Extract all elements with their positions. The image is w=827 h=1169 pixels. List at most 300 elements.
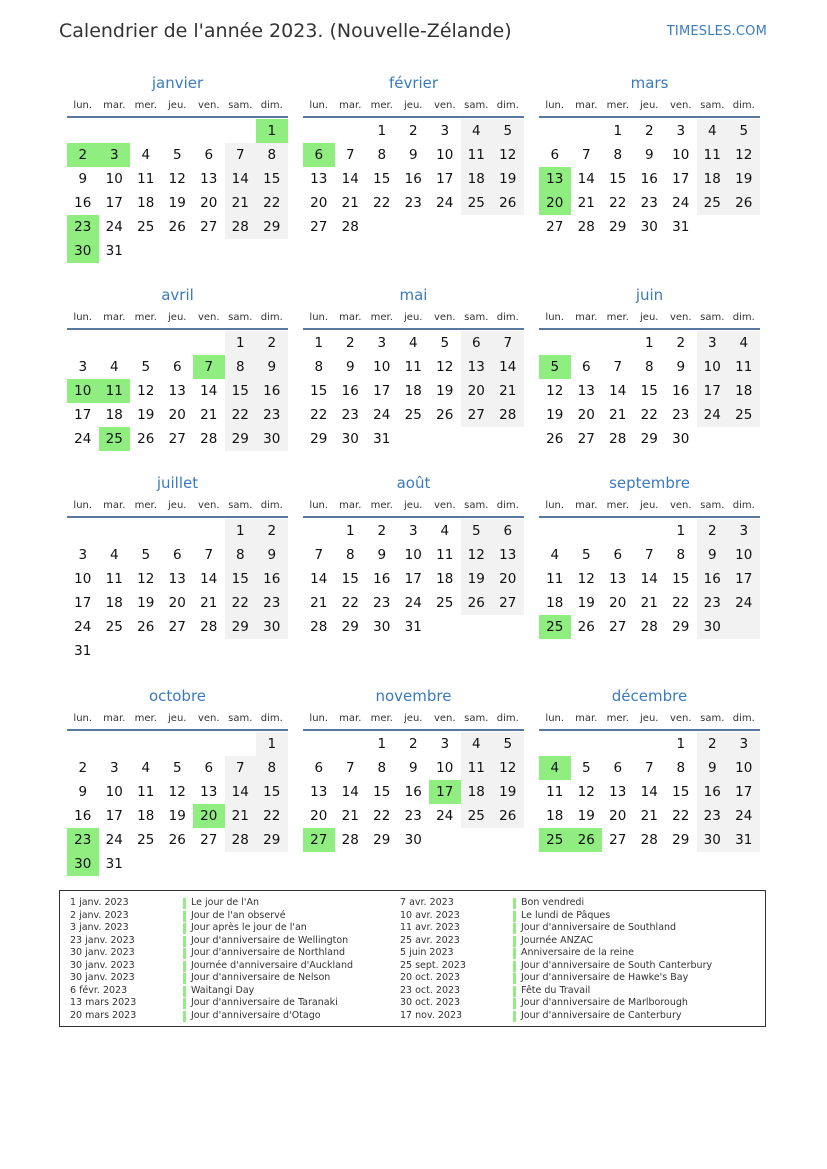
weekday-label: sam. xyxy=(700,712,725,724)
holiday-color-marker xyxy=(513,936,516,947)
legend-item xyxy=(400,910,712,923)
day-cell: 3 xyxy=(440,736,450,752)
holiday-name: Jour d'anniversaire de Taranaki xyxy=(191,997,338,1008)
day-cell: 17 xyxy=(672,171,690,187)
day-cell: 7 xyxy=(204,547,214,563)
weekday-header xyxy=(67,94,288,118)
weekday-label: ven. xyxy=(669,311,692,323)
weekday-label: mar. xyxy=(339,712,362,724)
day-cell: 9 xyxy=(256,543,288,567)
day-cell: 10 xyxy=(436,760,454,776)
day-cell: 9 xyxy=(377,547,387,563)
empty-cell xyxy=(398,215,430,239)
day-cell: 2 xyxy=(644,123,654,139)
day-cell: 29 xyxy=(341,619,359,635)
day-cell: 7 xyxy=(345,147,355,163)
day-cell: 9 xyxy=(644,147,654,163)
weekday-header xyxy=(539,494,760,518)
empty-cell xyxy=(335,119,367,143)
day-cell: 7 xyxy=(644,547,654,563)
holiday-color-marker xyxy=(183,1011,186,1022)
day-cell: 29 xyxy=(640,431,658,447)
day-cell: 28 xyxy=(310,619,328,635)
day-cell: 10 xyxy=(728,756,760,780)
holiday-date: 25 avr. 2023 xyxy=(400,934,460,946)
weekday-label: dim. xyxy=(260,311,283,323)
day-grid xyxy=(67,331,288,451)
empty-cell xyxy=(225,639,257,663)
weekday-label: mer. xyxy=(134,99,157,111)
weekday-label: dim. xyxy=(496,99,519,111)
day-cell: 12 xyxy=(137,571,155,587)
day-cell: 14 xyxy=(341,784,359,800)
empty-cell xyxy=(130,639,162,663)
month-name: décembre xyxy=(611,687,688,705)
weekday-label: ven. xyxy=(197,99,220,111)
day-cell: 7 xyxy=(225,143,257,167)
day-cell: 28 xyxy=(640,619,658,635)
weekday-label: mer. xyxy=(606,99,629,111)
day-cell: 16 xyxy=(404,171,422,187)
day-cell: 27 xyxy=(310,219,328,235)
day-cell: 11 xyxy=(436,547,454,563)
day-cell: 20 xyxy=(609,808,627,824)
day-cell: 22 xyxy=(256,804,288,828)
weekday-header xyxy=(539,306,760,330)
weekday-label: mar. xyxy=(103,712,126,724)
weekday-label: sam. xyxy=(700,499,725,511)
day-cell: 26 xyxy=(137,431,155,447)
empty-cell xyxy=(539,331,571,355)
empty-cell xyxy=(602,732,634,756)
day-cell: 29 xyxy=(256,828,288,852)
weekday-label: ven. xyxy=(433,712,456,724)
legend-item xyxy=(70,972,353,985)
holiday-color-marker xyxy=(513,986,516,997)
day-cell: 4 xyxy=(109,359,119,375)
weekday-label: mer. xyxy=(606,311,629,323)
empty-cell xyxy=(539,519,571,543)
day-cell: 30 xyxy=(640,219,658,235)
day-cell: 17 xyxy=(105,808,123,824)
day-cell: 20 xyxy=(310,808,328,824)
day-cell: 7 xyxy=(345,760,355,776)
day-cell: 28 xyxy=(640,832,658,848)
empty-cell xyxy=(162,119,194,143)
month-11 xyxy=(539,685,760,852)
weekday-label: dim. xyxy=(732,311,755,323)
holiday-date: 20 mars 2023 xyxy=(70,1009,137,1021)
legend-item xyxy=(70,1010,353,1023)
day-cell: 3 xyxy=(109,760,119,776)
month-name: janvier xyxy=(151,74,204,92)
empty-cell xyxy=(398,427,430,451)
day-cell: 25 xyxy=(137,832,155,848)
empty-cell xyxy=(256,852,288,876)
weekday-label: jeu. xyxy=(404,99,423,111)
day-cell: 31 xyxy=(105,243,123,259)
empty-cell xyxy=(225,239,257,263)
day-cell: 27 xyxy=(200,219,218,235)
day-cell: 20 xyxy=(609,595,627,611)
holiday-date: 30 oct. 2023 xyxy=(400,997,461,1008)
weekday-label: lun. xyxy=(309,99,329,111)
day-cell: 4 xyxy=(697,119,729,143)
weekday-label: mer. xyxy=(134,712,157,724)
weekday-header xyxy=(67,306,288,330)
holiday-color-marker xyxy=(183,961,186,972)
holiday-name: Fête du Travail xyxy=(521,984,591,996)
empty-cell xyxy=(67,732,99,756)
day-cell: 5 xyxy=(581,547,591,563)
holiday-date: 23 oct. 2023 xyxy=(400,984,461,996)
holiday-day-cell: 11 xyxy=(99,379,131,403)
day-cell: 13 xyxy=(461,355,493,379)
day-cell: 23 xyxy=(341,407,359,423)
day-cell: 9 xyxy=(408,760,418,776)
weekday-label: lun. xyxy=(545,99,565,111)
empty-cell xyxy=(130,119,162,143)
weekday-label: jeu. xyxy=(404,499,423,511)
holiday-name: Le lundi de Pâques xyxy=(521,909,611,921)
day-cell: 19 xyxy=(728,167,760,191)
holiday-color-marker xyxy=(513,1011,516,1022)
month-5 xyxy=(539,284,760,451)
day-cell: 15 xyxy=(672,784,690,800)
day-cell: 21 xyxy=(492,379,524,403)
day-grid xyxy=(539,519,760,639)
day-grid xyxy=(303,331,524,451)
day-cell: 31 xyxy=(728,828,760,852)
legend-item xyxy=(70,947,353,960)
day-cell: 30 xyxy=(404,832,422,848)
day-cell: 22 xyxy=(373,808,391,824)
day-cell: 18 xyxy=(461,167,493,191)
day-cell: 13 xyxy=(200,784,218,800)
weekday-label: mar. xyxy=(339,99,362,111)
day-cell: 8 xyxy=(345,547,355,563)
day-cell: 8 xyxy=(377,760,387,776)
day-cell: 18 xyxy=(728,379,760,403)
day-cell: 29 xyxy=(225,615,257,639)
day-cell: 15 xyxy=(640,383,658,399)
holiday-name: Jour d'anniversaire d'Otago xyxy=(191,1009,321,1021)
empty-cell xyxy=(193,239,225,263)
day-cell: 21 xyxy=(577,195,595,211)
day-cell: 27 xyxy=(577,431,595,447)
holiday-color-marker xyxy=(513,948,516,959)
day-cell: 26 xyxy=(168,832,186,848)
day-cell: 14 xyxy=(200,571,218,587)
day-cell: 28 xyxy=(200,619,218,635)
weekday-label: mar. xyxy=(575,99,598,111)
day-cell: 1 xyxy=(644,335,654,351)
day-cell: 7 xyxy=(225,756,257,780)
day-cell: 22 xyxy=(225,591,257,615)
month-3 xyxy=(67,284,288,451)
holiday-name: Jour d'anniversaire de Hawke's Bay xyxy=(521,972,689,983)
day-cell: 31 xyxy=(373,431,391,447)
day-cell: 21 xyxy=(609,407,627,423)
month-name: mars xyxy=(630,74,669,92)
day-cell: 3 xyxy=(728,732,760,756)
day-cell: 18 xyxy=(404,383,422,399)
empty-cell xyxy=(429,828,461,852)
day-cell: 13 xyxy=(310,171,328,187)
day-cell: 16 xyxy=(373,571,391,587)
day-cell: 17 xyxy=(105,195,123,211)
empty-cell xyxy=(429,427,461,451)
day-cell: 21 xyxy=(200,595,218,611)
weekday-label: lun. xyxy=(545,311,565,323)
day-cell: 20 xyxy=(461,379,493,403)
day-cell: 1 xyxy=(314,335,324,351)
legend-item xyxy=(70,960,353,973)
day-cell: 8 xyxy=(225,355,257,379)
empty-cell xyxy=(728,615,760,639)
day-cell: 26 xyxy=(728,191,760,215)
weekday-label: jeu. xyxy=(168,311,187,323)
day-cell: 24 xyxy=(697,403,729,427)
day-cell: 11 xyxy=(404,359,422,375)
day-cell: 1 xyxy=(377,736,387,752)
day-cell: 24 xyxy=(404,595,422,611)
day-cell: 17 xyxy=(373,383,391,399)
weekday-label: dim. xyxy=(732,712,755,724)
day-cell: 6 xyxy=(613,547,623,563)
day-cell: 31 xyxy=(74,643,92,659)
day-cell: 30 xyxy=(697,828,729,852)
holiday-day-cell: 7 xyxy=(193,355,225,379)
holiday-name: Jour d'anniversaire de South Canterbury xyxy=(521,959,713,971)
holiday-color-marker xyxy=(513,973,516,984)
weekday-label: ven. xyxy=(433,499,456,511)
weekday-label: lun. xyxy=(73,99,93,111)
day-cell: 17 xyxy=(697,379,729,403)
holiday-name: Jour d'anniversaire de Marlborough xyxy=(521,997,688,1008)
day-cell: 10 xyxy=(105,784,123,800)
day-cell: 23 xyxy=(697,591,729,615)
day-cell: 3 xyxy=(697,331,729,355)
holiday-color-marker xyxy=(183,911,186,922)
day-cell: 15 xyxy=(341,571,359,587)
legend-item xyxy=(70,922,353,935)
brand-link[interactable]: TIMESLES.COM xyxy=(666,24,767,39)
day-cell: 27 xyxy=(168,619,186,635)
day-cell: 15 xyxy=(256,780,288,804)
empty-cell xyxy=(461,427,493,451)
holiday-name: Jour d'anniversaire de Northland xyxy=(191,947,346,958)
day-cell: 8 xyxy=(676,547,686,563)
empty-cell xyxy=(571,119,603,143)
month-name: mai xyxy=(399,286,428,304)
weekday-label: sam. xyxy=(228,311,253,323)
day-cell: 30 xyxy=(672,431,690,447)
holiday-date: 17 nov. 2023 xyxy=(400,1009,463,1021)
day-cell: 10 xyxy=(74,571,92,587)
day-grid xyxy=(539,119,760,239)
weekday-label: ven. xyxy=(433,99,456,111)
weekday-label: ven. xyxy=(669,99,692,111)
weekday-label: jeu. xyxy=(640,499,659,511)
legend-item xyxy=(70,935,353,948)
day-cell: 3 xyxy=(408,523,418,539)
day-cell: 25 xyxy=(461,191,493,215)
day-cell: 28 xyxy=(577,219,595,235)
day-cell: 14 xyxy=(310,571,328,587)
day-cell: 6 xyxy=(172,547,182,563)
day-cell: 29 xyxy=(225,427,257,451)
day-cell: 15 xyxy=(373,784,391,800)
day-cell: 31 xyxy=(404,619,422,635)
empty-cell xyxy=(728,215,760,239)
day-cell: 4 xyxy=(550,547,560,563)
day-cell: 28 xyxy=(341,832,359,848)
day-cell: 5 xyxy=(581,760,591,776)
day-cell: 12 xyxy=(577,571,595,587)
holiday-color-marker xyxy=(513,961,516,972)
holiday-day-cell: 26 xyxy=(571,828,603,852)
day-cell: 12 xyxy=(436,359,454,375)
weekday-label: mer. xyxy=(370,311,393,323)
day-cell: 13 xyxy=(492,543,524,567)
month-8 xyxy=(539,472,760,639)
day-cell: 27 xyxy=(492,591,524,615)
day-cell: 21 xyxy=(341,195,359,211)
day-cell: 8 xyxy=(314,359,324,375)
weekday-label: dim. xyxy=(496,712,519,724)
empty-cell xyxy=(728,427,760,451)
day-cell: 19 xyxy=(168,195,186,211)
weekday-label: sam. xyxy=(700,99,725,111)
day-cell: 22 xyxy=(373,195,391,211)
weekday-label: jeu. xyxy=(168,499,187,511)
empty-cell xyxy=(130,852,162,876)
day-cell: 5 xyxy=(172,147,182,163)
legend-column-left xyxy=(70,897,353,1022)
month-9 xyxy=(67,685,288,876)
holiday-day-cell: 25 xyxy=(539,615,571,639)
day-cell: 14 xyxy=(341,171,359,187)
weekday-label: mar. xyxy=(339,499,362,511)
holiday-color-marker xyxy=(513,923,516,934)
day-cell: 3 xyxy=(78,359,88,375)
day-cell: 15 xyxy=(256,167,288,191)
day-cell: 14 xyxy=(492,355,524,379)
day-cell: 20 xyxy=(168,595,186,611)
day-cell: 23 xyxy=(672,407,690,423)
day-cell: 6 xyxy=(172,359,182,375)
holiday-date: 13 mars 2023 xyxy=(70,997,137,1008)
day-cell: 22 xyxy=(341,595,359,611)
day-cell: 24 xyxy=(436,195,454,211)
day-cell: 8 xyxy=(676,760,686,776)
weekday-label: mar. xyxy=(575,712,598,724)
day-cell: 24 xyxy=(436,808,454,824)
empty-cell xyxy=(193,732,225,756)
day-cell: 23 xyxy=(404,195,422,211)
day-cell: 16 xyxy=(697,780,729,804)
day-cell: 16 xyxy=(640,171,658,187)
holiday-day-cell: 27 xyxy=(303,828,335,852)
day-cell: 23 xyxy=(404,808,422,824)
holiday-date: 3 janv. 2023 xyxy=(70,922,129,933)
holiday-day-cell: 1 xyxy=(256,119,288,143)
day-cell: 24 xyxy=(373,407,391,423)
month-10 xyxy=(303,685,524,852)
day-cell: 2 xyxy=(78,760,88,776)
day-cell: 15 xyxy=(225,379,257,403)
empty-cell xyxy=(193,852,225,876)
day-cell: 18 xyxy=(105,595,123,611)
holiday-date: 20 oct. 2023 xyxy=(400,972,461,983)
holiday-name: Jour d'anniversaire de Canterbury xyxy=(521,1009,682,1021)
day-cell: 19 xyxy=(492,167,524,191)
day-cell: 29 xyxy=(672,619,690,635)
holiday-date: 7 avr. 2023 xyxy=(400,897,454,908)
weekday-label: dim. xyxy=(260,499,283,511)
day-cell: 21 xyxy=(640,595,658,611)
day-cell: 29 xyxy=(373,832,391,848)
empty-cell xyxy=(162,239,194,263)
day-cell: 28 xyxy=(609,431,627,447)
holiday-date: 10 avr. 2023 xyxy=(400,909,460,921)
holiday-day-cell: 4 xyxy=(539,756,571,780)
month-name: juin xyxy=(635,286,664,304)
empty-cell xyxy=(193,119,225,143)
weekday-label: lun. xyxy=(73,311,93,323)
day-cell: 28 xyxy=(225,215,257,239)
day-cell: 2 xyxy=(676,335,686,351)
day-cell: 16 xyxy=(74,808,92,824)
weekday-label: sam. xyxy=(228,99,253,111)
day-cell: 13 xyxy=(168,571,186,587)
day-cell: 19 xyxy=(546,407,564,423)
day-cell: 14 xyxy=(609,383,627,399)
day-cell: 14 xyxy=(640,784,658,800)
weekday-label: mer. xyxy=(370,712,393,724)
day-cell: 9 xyxy=(697,543,729,567)
day-grid xyxy=(539,732,760,852)
day-cell: 7 xyxy=(314,547,324,563)
day-cell: 9 xyxy=(408,147,418,163)
day-cell: 18 xyxy=(436,571,454,587)
day-cell: 21 xyxy=(225,804,257,828)
day-cell: 12 xyxy=(546,383,564,399)
day-cell: 4 xyxy=(141,147,151,163)
weekday-label: jeu. xyxy=(168,712,187,724)
day-cell: 13 xyxy=(310,784,328,800)
day-cell: 15 xyxy=(672,571,690,587)
day-cell: 3 xyxy=(728,519,760,543)
weekday-label: sam. xyxy=(464,712,489,724)
empty-cell xyxy=(67,331,99,355)
weekday-label: jeu. xyxy=(640,99,659,111)
day-grid xyxy=(539,331,760,451)
empty-cell xyxy=(492,615,524,639)
day-cell: 23 xyxy=(373,595,391,611)
day-cell: 5 xyxy=(492,732,524,756)
weekday-label: dim. xyxy=(496,311,519,323)
weekday-label: sam. xyxy=(464,311,489,323)
empty-cell xyxy=(99,119,131,143)
weekday-label: dim. xyxy=(496,499,519,511)
day-cell: 4 xyxy=(141,760,151,776)
day-cell: 2 xyxy=(377,523,387,539)
day-cell: 24 xyxy=(728,804,760,828)
day-cell: 15 xyxy=(373,171,391,187)
weekday-label: mer. xyxy=(134,499,157,511)
